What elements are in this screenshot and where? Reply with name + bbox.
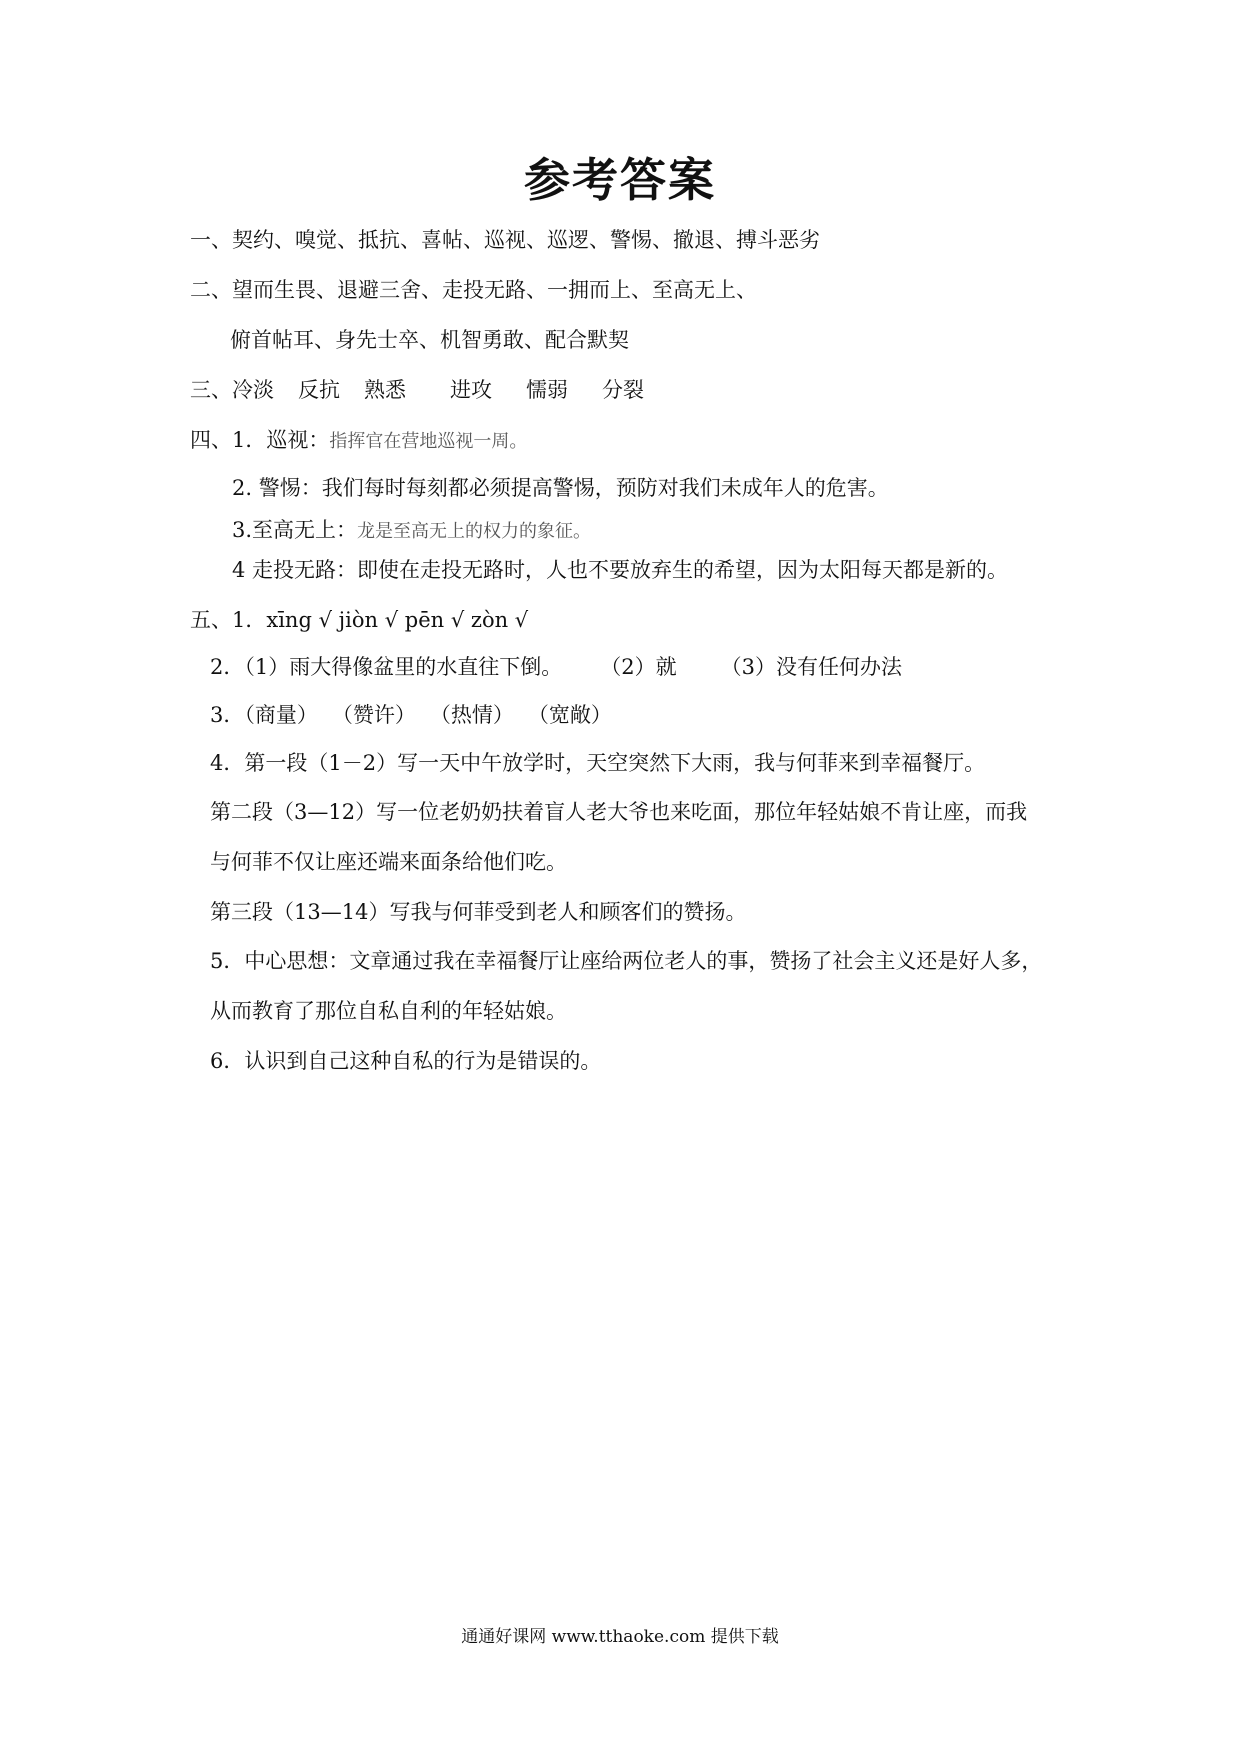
section-4-item-1: [190, 425, 527, 457]
section-5-item-3: [210, 700, 612, 730]
item-3-word-3: （热情）: [429, 703, 514, 727]
item-2-part-a: 2．（1）雨大得像盆里的水直往下倒。: [210, 655, 563, 679]
section-5-item-4-line-2: 第二段（3—12）写一位老奶奶扶着盲人老大爷也来吃面，那位年轻姑娘不肯让座，而我: [210, 800, 1028, 824]
section-5-item-1: 五、1．xīng √ jiòn √ pēn √ zòn √: [190, 608, 529, 632]
section-2-line-2: 俯首帖耳、身先士卒、机智勇敢、配合默契: [230, 328, 629, 352]
section-4-item-2: 2. 警惕：我们每时每刻都必须提高警惕，预防对我们未成年人的危害。: [232, 476, 889, 500]
section-4-item-3: [232, 515, 591, 547]
item-3-word-4: （宽敞）: [527, 703, 612, 727]
item-2-part-c: （3）没有任何办法: [720, 655, 902, 679]
section-5-item-6: 6．认识到自己这种自私的行为是错误的。: [210, 1049, 602, 1073]
section-5-item-5-line-1: 5．中心思想：文章通过我在幸福餐厅让座给两位老人的事，赞扬了社会主义还是好人多，: [210, 949, 1043, 973]
item-3-word-2: （赞许）: [331, 703, 416, 727]
section-3: [190, 375, 644, 405]
page-title: 参考答案: [524, 153, 716, 207]
section-5-item-4-line-3: 与何菲不仅让座还端来面条给他们吃。: [210, 850, 567, 874]
antonym-3: 熟悉: [364, 378, 406, 402]
antonym-6: 分裂: [602, 378, 644, 402]
item-3-text: 龙是至高无上的权力的象征。: [357, 521, 592, 542]
antonym-1: 冷淡: [232, 378, 274, 402]
item-3-label: 3.至高无上：: [232, 518, 358, 542]
antonym-4: 进攻: [450, 378, 492, 402]
section-5-item-5-line-2: 从而教育了那位自私自利的年轻姑娘。: [210, 999, 567, 1023]
footer-download-note: 通通好课网 www.tthaoke.com 提供下载: [461, 1627, 779, 1647]
item-1-label: 四、1．巡视：: [190, 428, 330, 452]
antonym-5: 懦弱: [526, 378, 568, 402]
section-1: 一、契约、嗅觉、抵抗、喜帖、巡视、巡逻、警惕、撤退、搏斗恶劣: [190, 228, 820, 252]
section-5-item-4-line-1: 4．第一段（1－2）写一天中午放学时，天空突然下大雨，我与何菲来到幸福餐厅。: [210, 751, 986, 775]
section-3-prefix: 三、: [190, 378, 232, 402]
section-2-line-1: 二、望而生畏、退避三舍、走投无路、一拥而上、至高无上、: [190, 278, 757, 302]
section-4-item-4: 4 走投无路：即使在走投无路时，人也不要放弃生的希望，因为太阳每天都是新的。: [232, 558, 1009, 582]
section-5-item-4-line-4: 第三段（13—14）写我与何菲受到老人和顾客们的赞扬。: [210, 900, 747, 924]
antonym-2: 反抗: [298, 378, 340, 402]
item-1-text: 指挥官在营地巡视一周。: [329, 431, 528, 452]
section-5-item-2: [210, 652, 902, 682]
item-3-word-1: 3．（商量）: [210, 703, 318, 727]
item-2-part-b: （2）就: [600, 655, 677, 679]
